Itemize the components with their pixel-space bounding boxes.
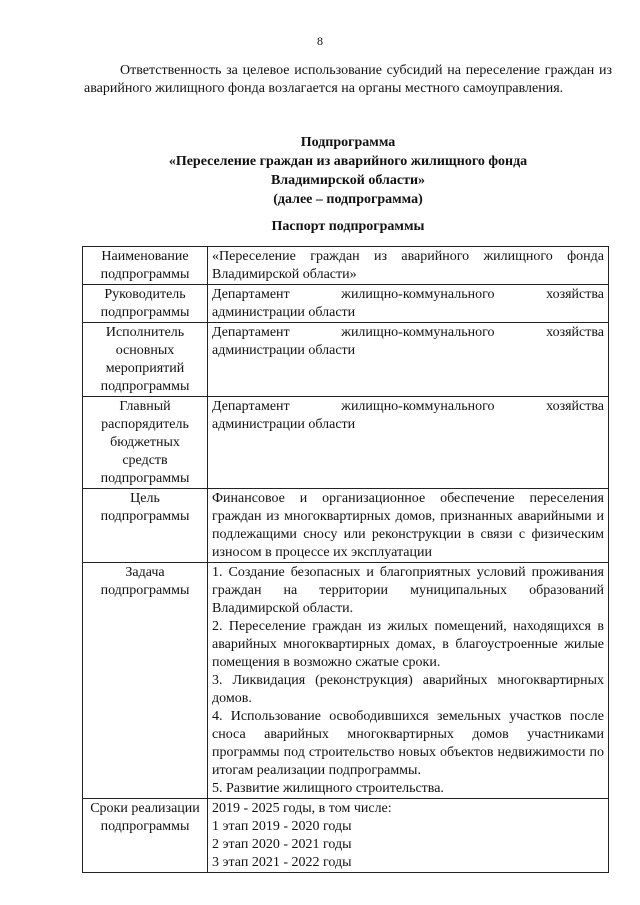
- task-item: 3. Ликвидация (реконструкция) аварийных многоквартирных домов.: [212, 673, 604, 706]
- table-row: [83, 799, 609, 873]
- passport-title: Паспорт подпрограммы: [271, 219, 425, 234]
- row-label: Руководитель подпрограммы: [83, 285, 208, 323]
- subprogram-heading-line3: Владимирской области»: [270, 173, 426, 188]
- table-row: [83, 247, 609, 285]
- page-number: 8: [317, 34, 323, 48]
- row-label: Цель подпрограммы: [83, 489, 208, 563]
- row-label: Исполнитель основных мероприятий подпрограммы: [83, 323, 208, 397]
- table-row: [83, 489, 609, 563]
- term-line: 2 этап 2020 - 2021 годы: [212, 837, 352, 852]
- term-line: 3 этап 2021 - 2022 годы: [212, 855, 352, 870]
- row-value: «Переселение граждан из аварийного жилищного фонда Владимирской области»: [208, 247, 609, 285]
- row-value: [208, 799, 609, 873]
- row-value: Департамент жилищно-коммунального хозяйства администрации области: [208, 323, 609, 397]
- passport-table: [82, 246, 609, 873]
- intro-paragraph: Ответственность за целевое использование субсидий на переселение граждан из аварийного жилищного фонда возлагается на органы местного самоуправления.: [84, 63, 612, 96]
- table-row: [83, 323, 609, 397]
- table-row: [83, 285, 609, 323]
- subprogram-heading-line1: Подпрограмма: [300, 135, 396, 150]
- row-label: Сроки реализации подпрограммы: [83, 799, 208, 873]
- task-item: 2. Переселение граждан из жилых помещений, находящихся в аварийных многоквартирных домах, в благоустроенные жилые помещения в возможно сжатые сроки.: [212, 619, 604, 670]
- row-value: Финансовое и организационное обеспечение переселения граждан из многоквартирных домов, признанных аварийными и подлежащими сносу или реконструкции в связи с физическим износом в процессе их эксплуатации: [208, 489, 609, 563]
- table-row: [83, 563, 609, 799]
- term-line: 1 этап 2019 - 2020 годы: [212, 819, 352, 834]
- row-value: Департамент жилищно-коммунального хозяйства администрации области: [208, 397, 609, 489]
- task-item: 5. Развитие жилищного строительства.: [212, 781, 444, 796]
- subprogram-heading-line2: «Переселение граждан из аварийного жилищного фонда: [168, 154, 528, 169]
- subprogram-heading-line4: (далее – подпрограмма): [273, 192, 423, 207]
- row-value: [208, 563, 609, 799]
- task-item: 1. Создание безопасных и благоприятных условий проживания граждан на территории муниципальных образований Владимирской области.: [212, 565, 604, 616]
- row-label: Наименование подпрограммы: [83, 247, 208, 285]
- subprogram-heading: [84, 133, 612, 209]
- row-label: Задача подпрограммы: [83, 563, 208, 799]
- term-line: 2019 - 2025 годы, в том числе:: [212, 801, 392, 816]
- row-label: Главный распорядитель бюджетных средств подпрограммы: [83, 397, 208, 489]
- row-value: Департамент жилищно-коммунального хозяйства администрации области: [208, 285, 609, 323]
- table-row: [83, 397, 609, 489]
- task-item: 4. Использование освободившихся земельных участков после сноса аварийных многоквартирных домов участниками программы под строительство новых объектов недвижимости по итогам реализации подпрограммы.: [212, 709, 604, 778]
